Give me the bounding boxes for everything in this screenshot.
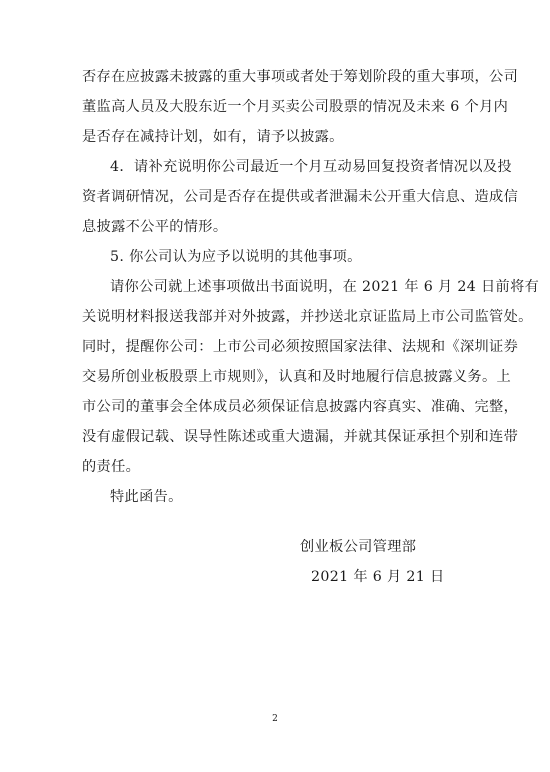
body-text-line: 资者调研情况，公司是否存在提供或者泄漏未公开重大信息、造成信 xyxy=(82,189,519,205)
page-number: 2 xyxy=(272,714,278,724)
closing-text: 特此函告。 xyxy=(110,489,183,505)
body-text-line: 是否存在减持计划，如有，请予以披露。 xyxy=(82,129,344,145)
item-4-text-line: 4．请补充说明你公司最近一个月互动易回复投资者情况以及投 xyxy=(110,159,512,175)
body-text-line: 请你公司就上述事项做出书面说明，在 2021 年 6 月 24 日前将有 xyxy=(110,279,540,295)
body-text-line: 交易所创业板股票上市规则》，认真和及时地履行信息披露义务。上 xyxy=(82,369,512,385)
item-5-text-line: 5. 你公司认为应予以说明的其他事项。 xyxy=(110,249,362,265)
signature-department: 创业板公司管理部 xyxy=(300,539,417,555)
body-text-line: 没有虚假记载、误导性陈述或重大遗漏，并就其保证承担个别和连带 xyxy=(82,429,519,445)
body-text-line: 市公司的董事会全体成员必须保证信息披露内容真实、准确、完整， xyxy=(82,399,519,415)
body-text-line: 同时，提醒你公司：上市公司必须按照国家法律、法规和《深圳证券 xyxy=(82,339,519,355)
body-text-line: 关说明材料报送我部并对外披露，并抄送北京证监局上市公司监管处。 xyxy=(82,309,533,325)
body-text-line: 息披露不公平的情形。 xyxy=(82,219,228,235)
body-text-line: 董监高人员及大股东近一个月买卖公司股票的情况及未来 6 个月内 xyxy=(82,99,509,115)
body-text-line: 否存在应披露未披露的重大事项或者处于筹划阶段的重大事项，公司 xyxy=(82,69,519,85)
body-text-line: 的责任。 xyxy=(82,459,141,475)
signature-date: 2021 年 6 月 21 日 xyxy=(311,569,445,585)
